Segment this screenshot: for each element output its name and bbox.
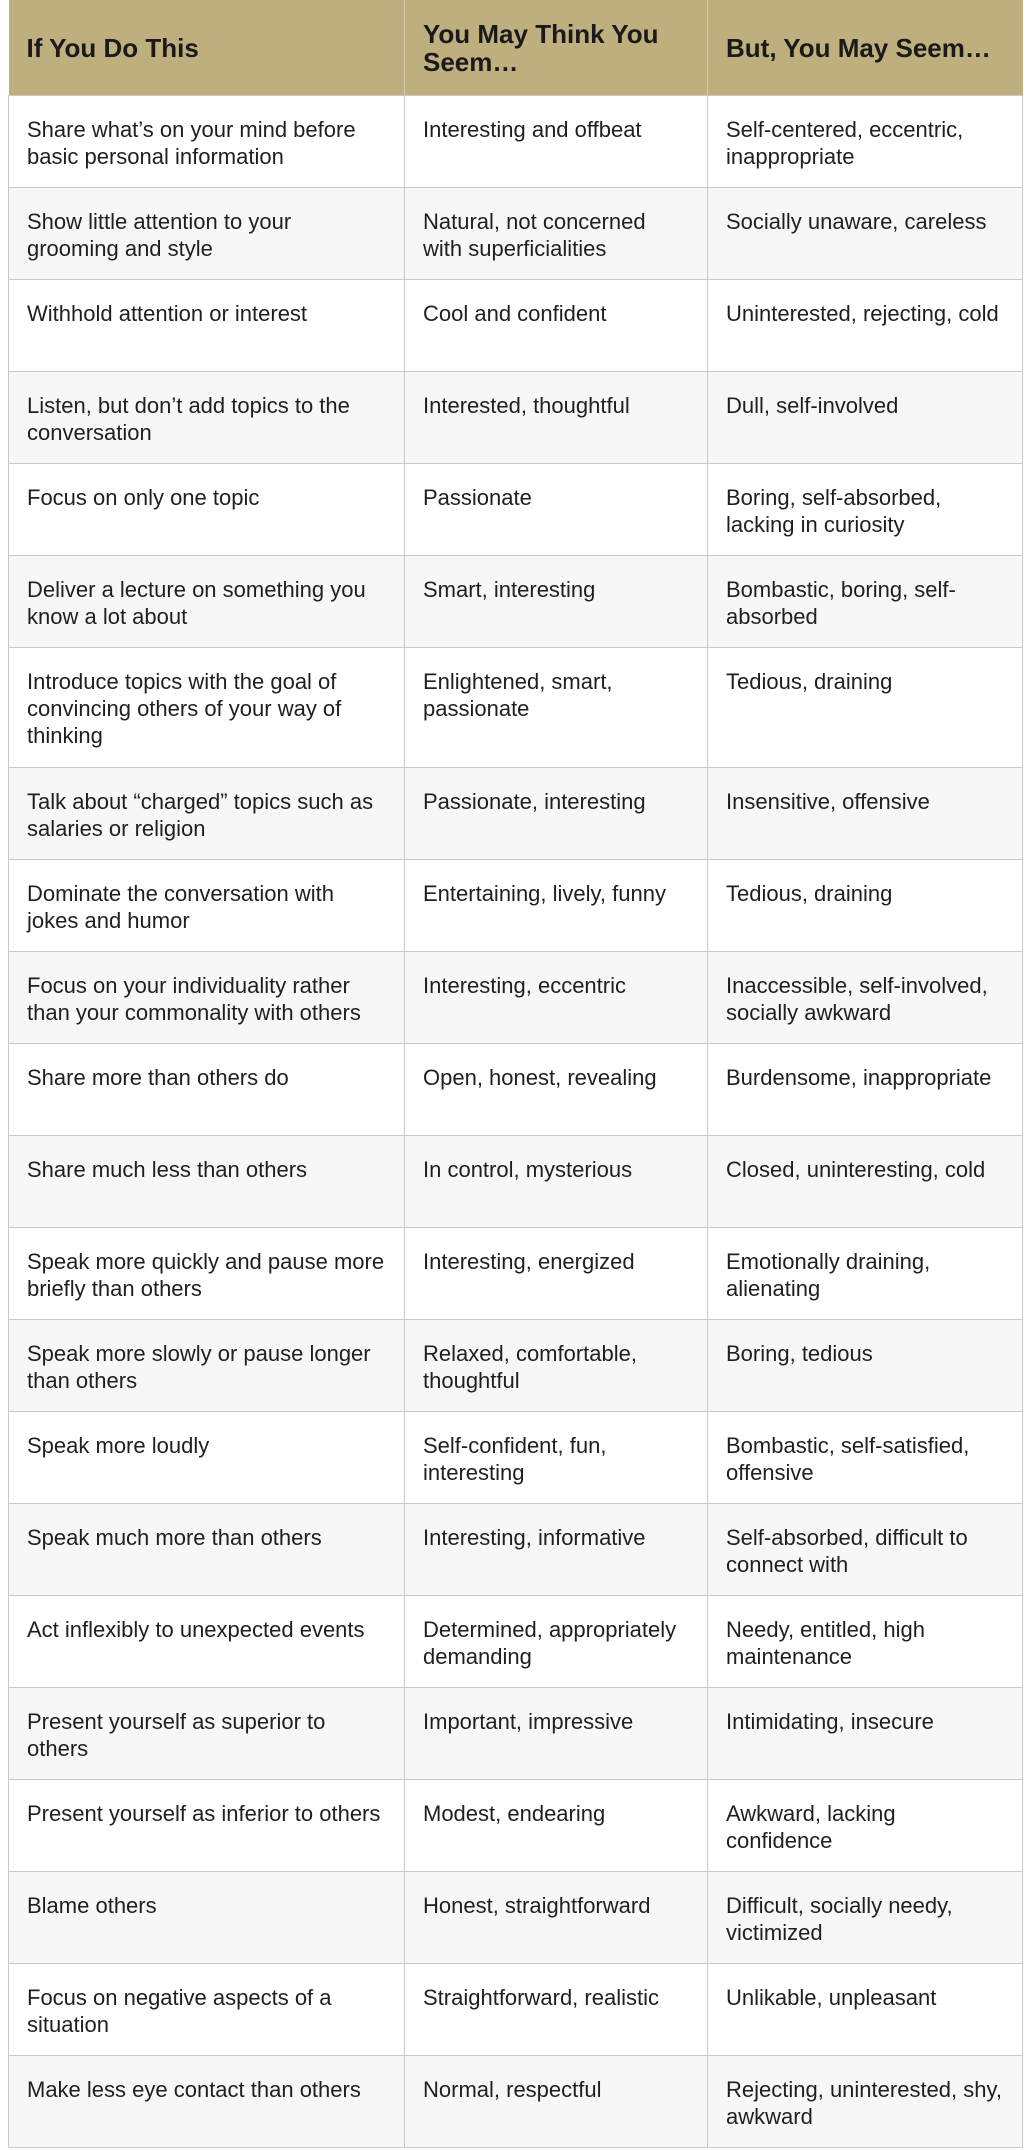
table-row [9,1964,1023,2056]
cell-think-you-seem: Normal, respectful [405,2056,708,2148]
cell-may-seem: Uninterested, rejecting, cold [708,280,1023,372]
cell-think-you-seem: Open, honest, revealing [405,1044,708,1136]
cell-may-seem: Emotionally draining, alienating [708,1228,1023,1320]
cell-action: Speak much more than others [9,1504,405,1596]
header-but-you-may-seem: But, You May Seem… [708,0,1023,96]
cell-think-you-seem: Interesting, energized [405,1228,708,1320]
table-row [9,280,1023,372]
table-row [9,860,1023,952]
cell-think-you-seem: Self-confident, fun, interesting [405,1412,708,1504]
cell-may-seem: Awkward, lacking confidence [708,1780,1023,1872]
cell-action: Deliver a lecture on something you know a lot about [9,556,405,648]
table-header [9,0,1023,96]
cell-action: Show little attention to your grooming and style [9,188,405,280]
table-row [9,556,1023,648]
cell-may-seem: Dull, self-involved [708,372,1023,464]
cell-think-you-seem: Entertaining, lively, funny [405,860,708,952]
cell-think-you-seem: Smart, interesting [405,556,708,648]
cell-may-seem: Rejecting, uninterested, shy, awkward [708,2056,1023,2148]
cell-think-you-seem: Interesting, informative [405,1504,708,1596]
cell-action: Share what’s on your mind before basic personal information [9,96,405,188]
header-you-may-think: You May Think You Seem… [405,0,708,96]
cell-think-you-seem: Interesting, eccentric [405,952,708,1044]
cell-think-you-seem: Natural, not concerned with superficialities [405,188,708,280]
cell-think-you-seem: Cool and confident [405,280,708,372]
cell-action: Speak more slowly or pause longer than others [9,1320,405,1412]
cell-think-you-seem: Passionate, interesting [405,768,708,860]
cell-action: Withhold attention or interest [9,280,405,372]
cell-action: Focus on your individuality rather than your commonality with others [9,952,405,1044]
cell-think-you-seem: Interesting and offbeat [405,96,708,188]
cell-action: Talk about “charged” topics such as salaries or religion [9,768,405,860]
cell-action: Listen, but don’t add topics to the conversation [9,372,405,464]
cell-may-seem: Bombastic, self-satisfied, offensive [708,1412,1023,1504]
table-row [9,96,1023,188]
table-row [9,464,1023,556]
cell-action: Present yourself as superior to others [9,1688,405,1780]
cell-think-you-seem: Modest, endearing [405,1780,708,1872]
cell-think-you-seem: Passionate [405,464,708,556]
cell-may-seem: Bombastic, boring, self-absorbed [708,556,1023,648]
cell-think-you-seem: Important, impressive [405,1688,708,1780]
cell-action: Present yourself as inferior to others [9,1780,405,1872]
table-row [9,188,1023,280]
cell-action: Introduce topics with the goal of convincing others of your way of thinking [9,648,405,768]
cell-may-seem: Unlikable, unpleasant [708,1964,1023,2056]
table-row [9,1412,1023,1504]
cell-think-you-seem: Enlightened, smart, passionate [405,648,708,768]
table-row [9,1044,1023,1136]
header-if-you-do-this: If You Do This [9,0,405,96]
table-row [9,1688,1023,1780]
cell-may-seem: Insensitive, offensive [708,768,1023,860]
cell-action: Focus on negative aspects of a situation [9,1964,405,2056]
cell-action: Share more than others do [9,1044,405,1136]
cell-action: Speak more loudly [9,1412,405,1504]
cell-may-seem: Self-centered, eccentric, inappropriate [708,96,1023,188]
cell-may-seem: Inaccessible, self-involved, socially awkward [708,952,1023,1044]
cell-may-seem: Tedious, draining [708,860,1023,952]
cell-think-you-seem: Relaxed, comfortable, thoughtful [405,1320,708,1412]
cell-action: Speak more quickly and pause more briefly than others [9,1228,405,1320]
cell-may-seem: Boring, tedious [708,1320,1023,1412]
table-row [9,372,1023,464]
cell-action: Act inflexibly to unexpected events [9,1596,405,1688]
cell-action: Dominate the conversation with jokes and humor [9,860,405,952]
cell-may-seem: Closed, uninteresting, cold [708,1136,1023,1228]
table-row [9,1320,1023,1412]
cell-may-seem: Socially unaware, careless [708,188,1023,280]
table-row [9,768,1023,860]
table-row [9,1872,1023,1964]
table-row [9,2056,1023,2148]
table-row [9,952,1023,1044]
cell-may-seem: Self-absorbed, difficult to connect with [708,1504,1023,1596]
cell-may-seem: Tedious, draining [708,648,1023,768]
cell-may-seem: Intimidating, insecure [708,1688,1023,1780]
cell-may-seem: Difficult, socially needy, victimized [708,1872,1023,1964]
cell-may-seem: Needy, entitled, high maintenance [708,1596,1023,1688]
cell-think-you-seem: In control, mysterious [405,1136,708,1228]
table-row [9,1228,1023,1320]
behavior-perception-table [8,0,1023,2148]
cell-think-you-seem: Honest, straightforward [405,1872,708,1964]
cell-think-you-seem: Determined, appropriately demanding [405,1596,708,1688]
table-row [9,1136,1023,1228]
table-row [9,648,1023,768]
cell-action: Blame others [9,1872,405,1964]
cell-action: Focus on only one topic [9,464,405,556]
table-body [9,96,1023,2148]
cell-action: Make less eye contact than others [9,2056,405,2148]
cell-may-seem: Boring, self-absorbed, lacking in curiosity [708,464,1023,556]
cell-may-seem: Burdensome, inappropriate [708,1044,1023,1136]
cell-think-you-seem: Straightforward, realistic [405,1964,708,2056]
header-row [9,0,1023,96]
cell-action: Share much less than others [9,1136,405,1228]
table-row [9,1596,1023,1688]
table-row [9,1504,1023,1596]
cell-think-you-seem: Interested, thoughtful [405,372,708,464]
table-row [9,1780,1023,1872]
